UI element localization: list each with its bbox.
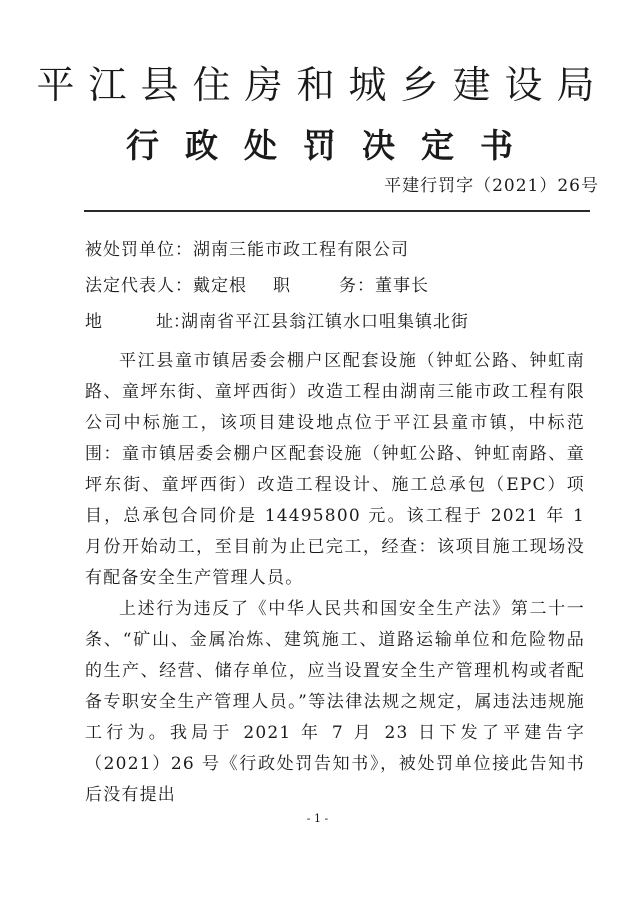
- duty-value: 董事长: [375, 276, 429, 296]
- penalized-unit-line: [85, 238, 585, 262]
- address-label-second: 址：: [156, 312, 190, 332]
- address-label-first: 地: [85, 312, 102, 332]
- document-number: 平建行罚字（2021）26号: [384, 176, 599, 196]
- legal-representative-label: 法定代表人：: [85, 276, 193, 296]
- document-title: 行政处罚决定书: [126, 126, 539, 165]
- penalized-unit-label: 被处罚单位：: [85, 240, 193, 260]
- legal-representative-line: [85, 274, 585, 298]
- page-number: - 1 -: [306, 812, 329, 825]
- agency-name: 平江县住房和城乡建设局: [36, 63, 609, 107]
- address-line: [85, 310, 585, 334]
- header-divider: [84, 210, 590, 212]
- duty-label-first: 职: [273, 276, 291, 296]
- facts-paragraph: 平江县童市镇居委会棚户区配套设施（钟虹公路、钟虹南路、童坪东街、童坪西街）改造工程由湖南三能市政工程有限公司中标施工，该项目建设地点位于平江县童市镇，中标范围：童市镇居委会棚户区配套设施（钟虹公路、钟虹南路、童坪东街、童坪西街）改造工程设计、施工总承包（EPC）项目，总承包合同价是 14495800 元。该工程于 2021 年 1 月份开始动工，至目前为止已完工，经查：该项目施工现场没有配备安全生产管理人员。: [85, 351, 585, 588]
- decision-body: [85, 346, 585, 811]
- violation-paragraph: 上述行为违反了《中华人民共和国安全生产法》第二十一条、“矿山、金属冶炼、建筑施工、道路运输单位和危险物品的生产、经营、储存单位，应当设置安全生产管理机构或者配备专职安全生产管理人员。”等法律法规之规定，属违法违规施工行为。我局于 2021 年 7 月 23 日下发了平建告字（2021）26 号《行政处罚告知书》，被处罚单位接此告知书后没有提出: [85, 599, 585, 805]
- legal-representative-value: 戴定根: [193, 276, 247, 296]
- penalized-unit-value: 湖南三能市政工程有限公司: [193, 240, 409, 260]
- address-value: 湖南省平江县翁江镇水口咀集镇北街: [181, 312, 469, 332]
- address-label: [85, 310, 190, 334]
- duty-label-second: 务：: [339, 276, 375, 296]
